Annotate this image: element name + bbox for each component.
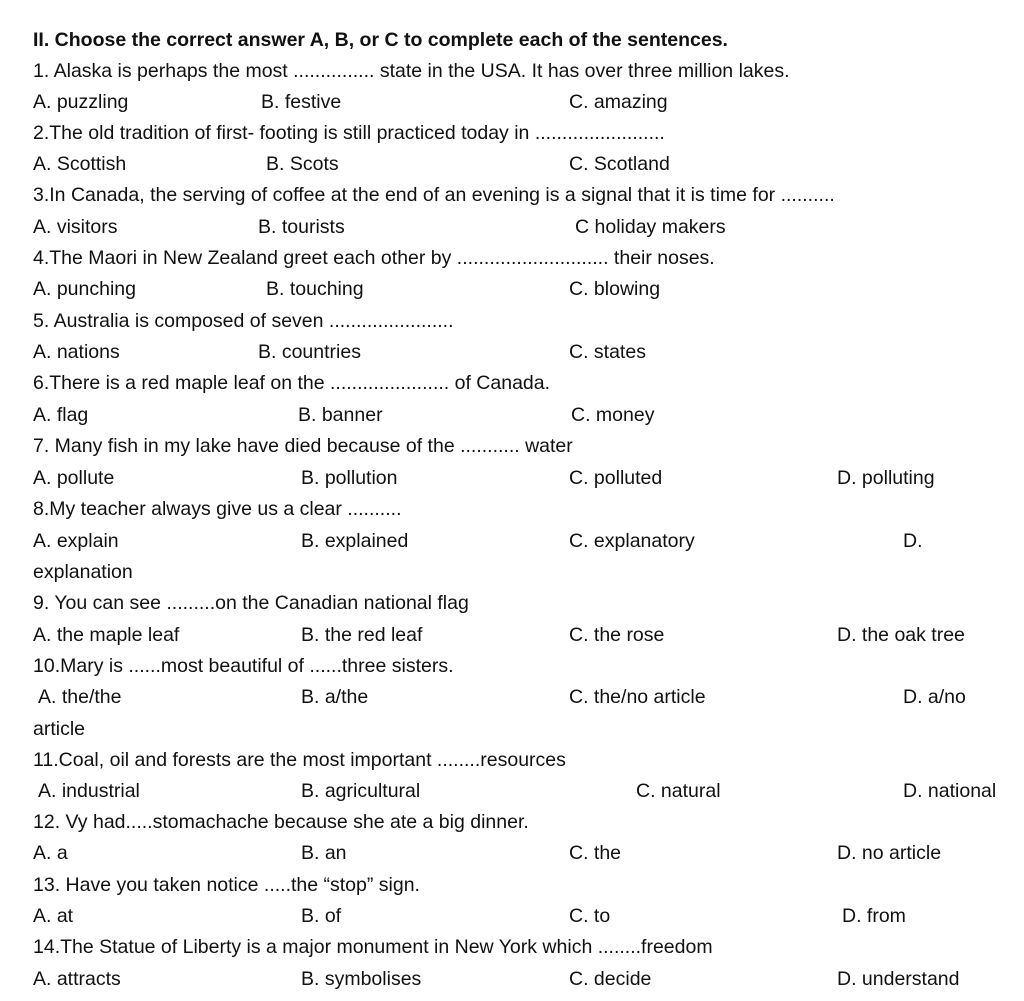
- q10-option-d-wrap: article: [33, 718, 86, 740]
- q8-option-b: B. explained: [301, 530, 409, 552]
- q7-option-c: C. polluted: [569, 467, 663, 489]
- question-13-stem: 13. Have you taken notice .....the “stop” sign.: [33, 874, 420, 896]
- q13-option-d: D. from: [842, 905, 906, 927]
- q11-option-c: C. natural: [636, 780, 721, 802]
- q12-option-c: C. the: [569, 842, 622, 864]
- q6-option-b: B. banner: [298, 404, 383, 426]
- q5-option-a: A. nations: [33, 341, 120, 363]
- q3-option-c: C holiday makers: [575, 216, 726, 238]
- q11-option-b: B. agricultural: [301, 780, 421, 802]
- question-2-stem: 2.The old tradition of first- footing is still practiced today in ........................: [33, 122, 665, 144]
- q6-option-a: A. flag: [33, 404, 89, 426]
- q8-option-c: C. explanatory: [569, 530, 695, 552]
- q8-option-d: D.: [903, 530, 923, 552]
- q9-option-d: D. the oak tree: [837, 624, 965, 646]
- q12-option-d: D. no article: [837, 842, 942, 864]
- question-11-stem: 11.Coal, oil and forests are the most important ........resources: [33, 749, 566, 771]
- question-10-stem: 10.Mary is ......most beautiful of ......three sisters.: [33, 655, 454, 677]
- q13-option-a: A. at: [33, 905, 74, 927]
- q8-option-d-wrap: explanation: [33, 561, 133, 583]
- q1-option-a: A. puzzling: [33, 91, 129, 113]
- question-1-stem: 1. Alaska is perhaps the most ............... state in the USA. It has over three million lakes.: [33, 60, 790, 82]
- question-4-stem: 4.The Maori in New Zealand greet each other by ............................ their noses.: [33, 247, 715, 269]
- q8-option-a: A. explain: [33, 530, 119, 552]
- q13-option-c: C. to: [569, 905, 611, 927]
- q1-option-b: B. festive: [261, 91, 342, 113]
- q5-option-b: B. countries: [258, 341, 361, 363]
- q12-option-b: B. an: [301, 842, 347, 864]
- q13-option-b: B. of: [301, 905, 342, 927]
- q7-option-b: B. pollution: [301, 467, 398, 489]
- q10-option-a: A. the/the: [38, 686, 122, 708]
- q2-option-c: C. Scotland: [569, 153, 670, 175]
- q3-option-b: B. tourists: [258, 216, 345, 238]
- question-14-stem: 14.The Statue of Liberty is a major monument in New York which ........freedom: [33, 936, 713, 958]
- q6-option-c: C. money: [571, 404, 655, 426]
- question-12-stem: 12. Vy had.....stomachache because she ate a big dinner.: [33, 811, 529, 833]
- q7-option-a: A. pollute: [33, 467, 115, 489]
- q7-option-d: D. polluting: [837, 467, 935, 489]
- q9-option-b: B. the red leaf: [301, 624, 423, 646]
- question-5-stem: 5. Australia is composed of seven .......................: [33, 310, 454, 332]
- q5-option-c: C. states: [569, 341, 646, 363]
- question-7-stem: 7. Many fish in my lake have died because of the ........... water: [33, 435, 573, 457]
- q11-option-d: D. national: [903, 780, 997, 802]
- q3-option-a: A. visitors: [33, 216, 118, 238]
- q10-option-b: B. a/the: [301, 686, 369, 708]
- q9-option-a: A. the maple leaf: [33, 624, 180, 646]
- q2-option-a: A. Scottish: [33, 153, 127, 175]
- q4-option-c: C. blowing: [569, 278, 661, 300]
- q2-option-b: B. Scots: [266, 153, 339, 175]
- q10-option-d: D. a/no: [903, 686, 966, 708]
- q4-option-b: B. touching: [266, 278, 364, 300]
- q12-option-a: A. a: [33, 842, 68, 864]
- q1-option-c: C. amazing: [569, 91, 668, 113]
- question-9-stem: 9. You can see .........on the Canadian national flag: [33, 592, 469, 614]
- q11-option-a: A. industrial: [38, 780, 140, 802]
- section-heading: II. Choose the correct answer A, B, or C to complete each of the sentences.: [33, 29, 728, 51]
- q14-option-d: D. understand: [837, 968, 960, 990]
- q4-option-a: A. punching: [33, 278, 136, 300]
- q14-option-a: A. attracts: [33, 968, 121, 990]
- q14-option-c: C. decide: [569, 968, 652, 990]
- q14-option-b: B. symbolises: [301, 968, 422, 990]
- q10-option-c: C. the/no article: [569, 686, 706, 708]
- question-3-stem: 3.In Canada, the serving of coffee at the end of an evening is a signal that it is time for ..........: [33, 184, 835, 206]
- question-8-stem: 8.My teacher always give us a clear ..........: [33, 498, 402, 520]
- q9-option-c: C. the rose: [569, 624, 665, 646]
- question-6-stem: 6.There is a red maple leaf on the ...................... of Canada.: [33, 372, 551, 394]
